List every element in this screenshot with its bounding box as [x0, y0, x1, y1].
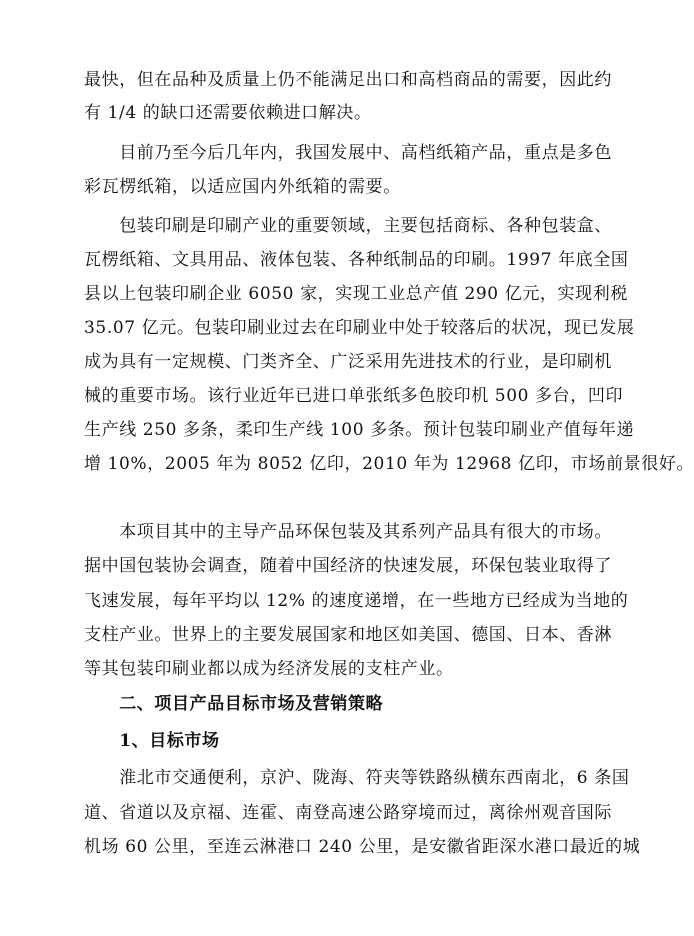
- section-heading: 二、项目产品目标市场及营销策略: [84, 694, 384, 714]
- text-line-12: 增 10%，2005 年为 8052 亿印，2010 年为 12968 亿印，市场前景很好。: [84, 454, 694, 474]
- text-line-11: 生产线 250 多条，柔印生产线 100 多条。预计包装印刷业产值每年递: [84, 420, 635, 440]
- text-line-22: 机场 60 公里，至连云淋港口 240 公里，是安徽省距深水港口最近的城: [84, 837, 641, 857]
- text-line-14: 据中国包装协会调查，随着中国经济的快速发展，环保包装业取得了: [84, 556, 612, 576]
- text-line-5: 包装印刷是印刷产业的重要领域，主要包括商标、各种包装盒、: [84, 216, 612, 236]
- subsection-heading: 1、目标市场: [84, 731, 220, 751]
- text-line-20: 淮北市交通便利，京沪、陇海、符夹等铁路纵横东西南北，6 条国: [84, 768, 630, 788]
- text-line-15: 飞速发展，每年平均以 12% 的速度递增，在一些地方已经成为当地的: [84, 591, 629, 611]
- text-line-6: 瓦楞纸箱、文具用品、液体包装、各种纸制品的印刷。1997 年底全国: [84, 250, 629, 270]
- text-line-7: 县以上包装印刷企业 6050 家，实现工业总产值 290 亿元，实现利税: [84, 284, 628, 304]
- text-line-10: 械的重要市场。该行业近年已进口单张纸多色胶印机 500 多台，凹印: [84, 386, 624, 406]
- text-line-9: 成为具有一定规模、门类齐全、广泛采用先进技术的行业，是印刷机: [84, 352, 612, 372]
- text-line-8: 35.07 亿元。包装印刷业过去在印刷业中处于较落后的状况，现已发展: [84, 318, 635, 338]
- text-line-4: 彩瓦楞纸箱，以适应国内外纸箱的需要。: [84, 177, 401, 197]
- text-line-16: 支柱产业。世界上的主要发展国家和地区如美国、德国、日本、香淋: [84, 625, 612, 645]
- text-line-1: 最快，但在品种及质量上仍不能满足出口和高档商品的需要，因此约: [84, 70, 612, 90]
- text-line-17: 等其包装印刷业都以成为经济发展的支柱产业。: [84, 659, 454, 679]
- text-line-3: 目前乃至今后几年内，我国发展中、高档纸箱产品，重点是多色: [84, 143, 612, 163]
- text-line-21: 道、省道以及京福、连霍、南登高速公路穿境而过，离徐州观音国际: [84, 803, 612, 823]
- text-line-13: 本项目其中的主导产品环保包装及其系列产品具有很大的市场。: [84, 522, 612, 542]
- text-line-2: 有 1/4 的缺口还需要依赖进口解决。: [84, 103, 372, 123]
